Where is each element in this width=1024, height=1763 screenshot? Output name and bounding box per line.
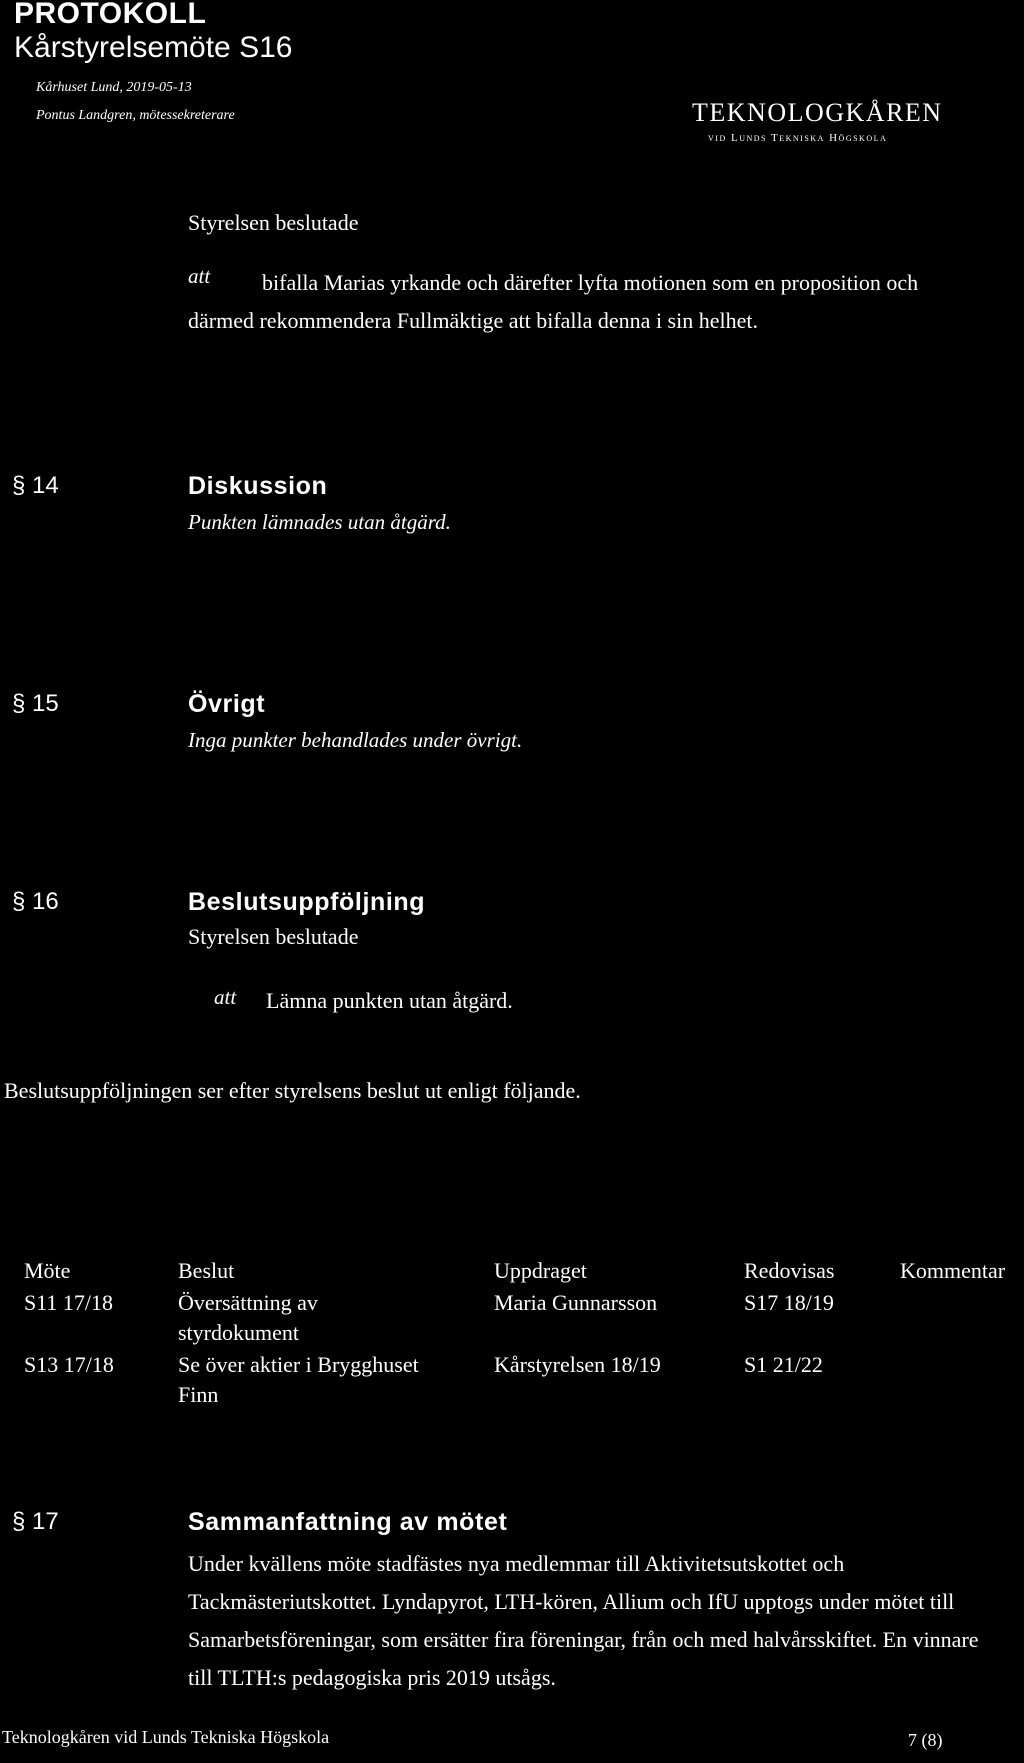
s14-title: Diskussion bbox=[188, 472, 328, 500]
s17-summary-text: Under kvällens möte stadfästes nya medlemmar till Aktivitetsutskottet och Tackmästeriutskottet. Lyndapyrot, LTH-kören, Allium och IfU upptogs under mötet till Samarbetsföreningar, som ersätter fira föreningar, från och med halvårsskiftet. En vinnare till TLTH:s pedagogiska pris 2019 utsågs. bbox=[188, 1551, 979, 1690]
org-logo-name: TEKNOLOGKÅREN bbox=[692, 98, 943, 127]
s14-note: Punkten lämnades utan åtgärd. bbox=[188, 510, 451, 534]
org-logo-subname: vid Lunds Tekniska Högskola bbox=[708, 132, 888, 144]
s15-note: Inga punkter behandlades under övrigt. bbox=[188, 728, 523, 752]
column-header: Uppdraget bbox=[494, 1258, 587, 1283]
s15-title: Övrigt bbox=[188, 690, 266, 718]
table-cell: S11 17/18 bbox=[24, 1290, 114, 1315]
column-header: Kommentar bbox=[900, 1258, 1006, 1283]
s16-decision-intro: Styrelsen beslutade bbox=[188, 924, 359, 949]
s16-att-label: att bbox=[214, 985, 237, 1009]
secretary-name: Pontus Landgren, mötessekreterare bbox=[36, 108, 235, 123]
column-header: Möte bbox=[24, 1258, 71, 1283]
table-cell: Kårstyrelsen 18/19 bbox=[494, 1352, 661, 1377]
column-header: Redovisas bbox=[744, 1258, 835, 1283]
meeting-name: Kårstyrelsemöte S16 bbox=[14, 31, 293, 64]
page-number: 7 (8) bbox=[908, 1730, 943, 1750]
s13-att-label: att bbox=[188, 264, 211, 288]
s13-decision-text: bifalla Marias yrkande och därefter lyfta motionen som en proposition och därmed rekommendera Fullmäktige att bifalla denna i sin helhet. bbox=[188, 270, 919, 333]
s16-decision-text: Lämna punkten utan åtgärd. bbox=[266, 988, 513, 1013]
table-cell: Översättning av styrdokument bbox=[178, 1290, 318, 1345]
s17-number: § 17 bbox=[12, 1508, 59, 1535]
table-cell: S13 17/18 bbox=[24, 1352, 114, 1377]
footer-org-name: Teknologkåren vid Lunds Tekniska Högskola bbox=[2, 1727, 330, 1747]
document-title: PROTOKOLL bbox=[14, 0, 207, 30]
followup-intro: Beslutsuppföljningen ser efter styrelsens beslut ut enligt följande. bbox=[4, 1078, 581, 1103]
location-date: Kårhuset Lund, 2019-05-13 bbox=[36, 80, 192, 95]
table-cell: Se över aktier i Brygghuset Finn bbox=[178, 1352, 419, 1407]
column-header: Beslut bbox=[178, 1258, 235, 1283]
s14-number: § 14 bbox=[12, 472, 59, 499]
table-cell: Maria Gunnarsson bbox=[494, 1290, 658, 1315]
s16-number: § 16 bbox=[12, 888, 59, 915]
s17-title: Sammanfattning av mötet bbox=[188, 1508, 508, 1536]
s13-decision-intro: Styrelsen beslutade bbox=[188, 210, 359, 235]
table-cell: S17 18/19 bbox=[744, 1290, 834, 1315]
s15-number: § 15 bbox=[12, 690, 59, 717]
s16-title: Beslutsuppföljning bbox=[188, 888, 426, 916]
table-cell: S1 21/22 bbox=[744, 1352, 823, 1377]
